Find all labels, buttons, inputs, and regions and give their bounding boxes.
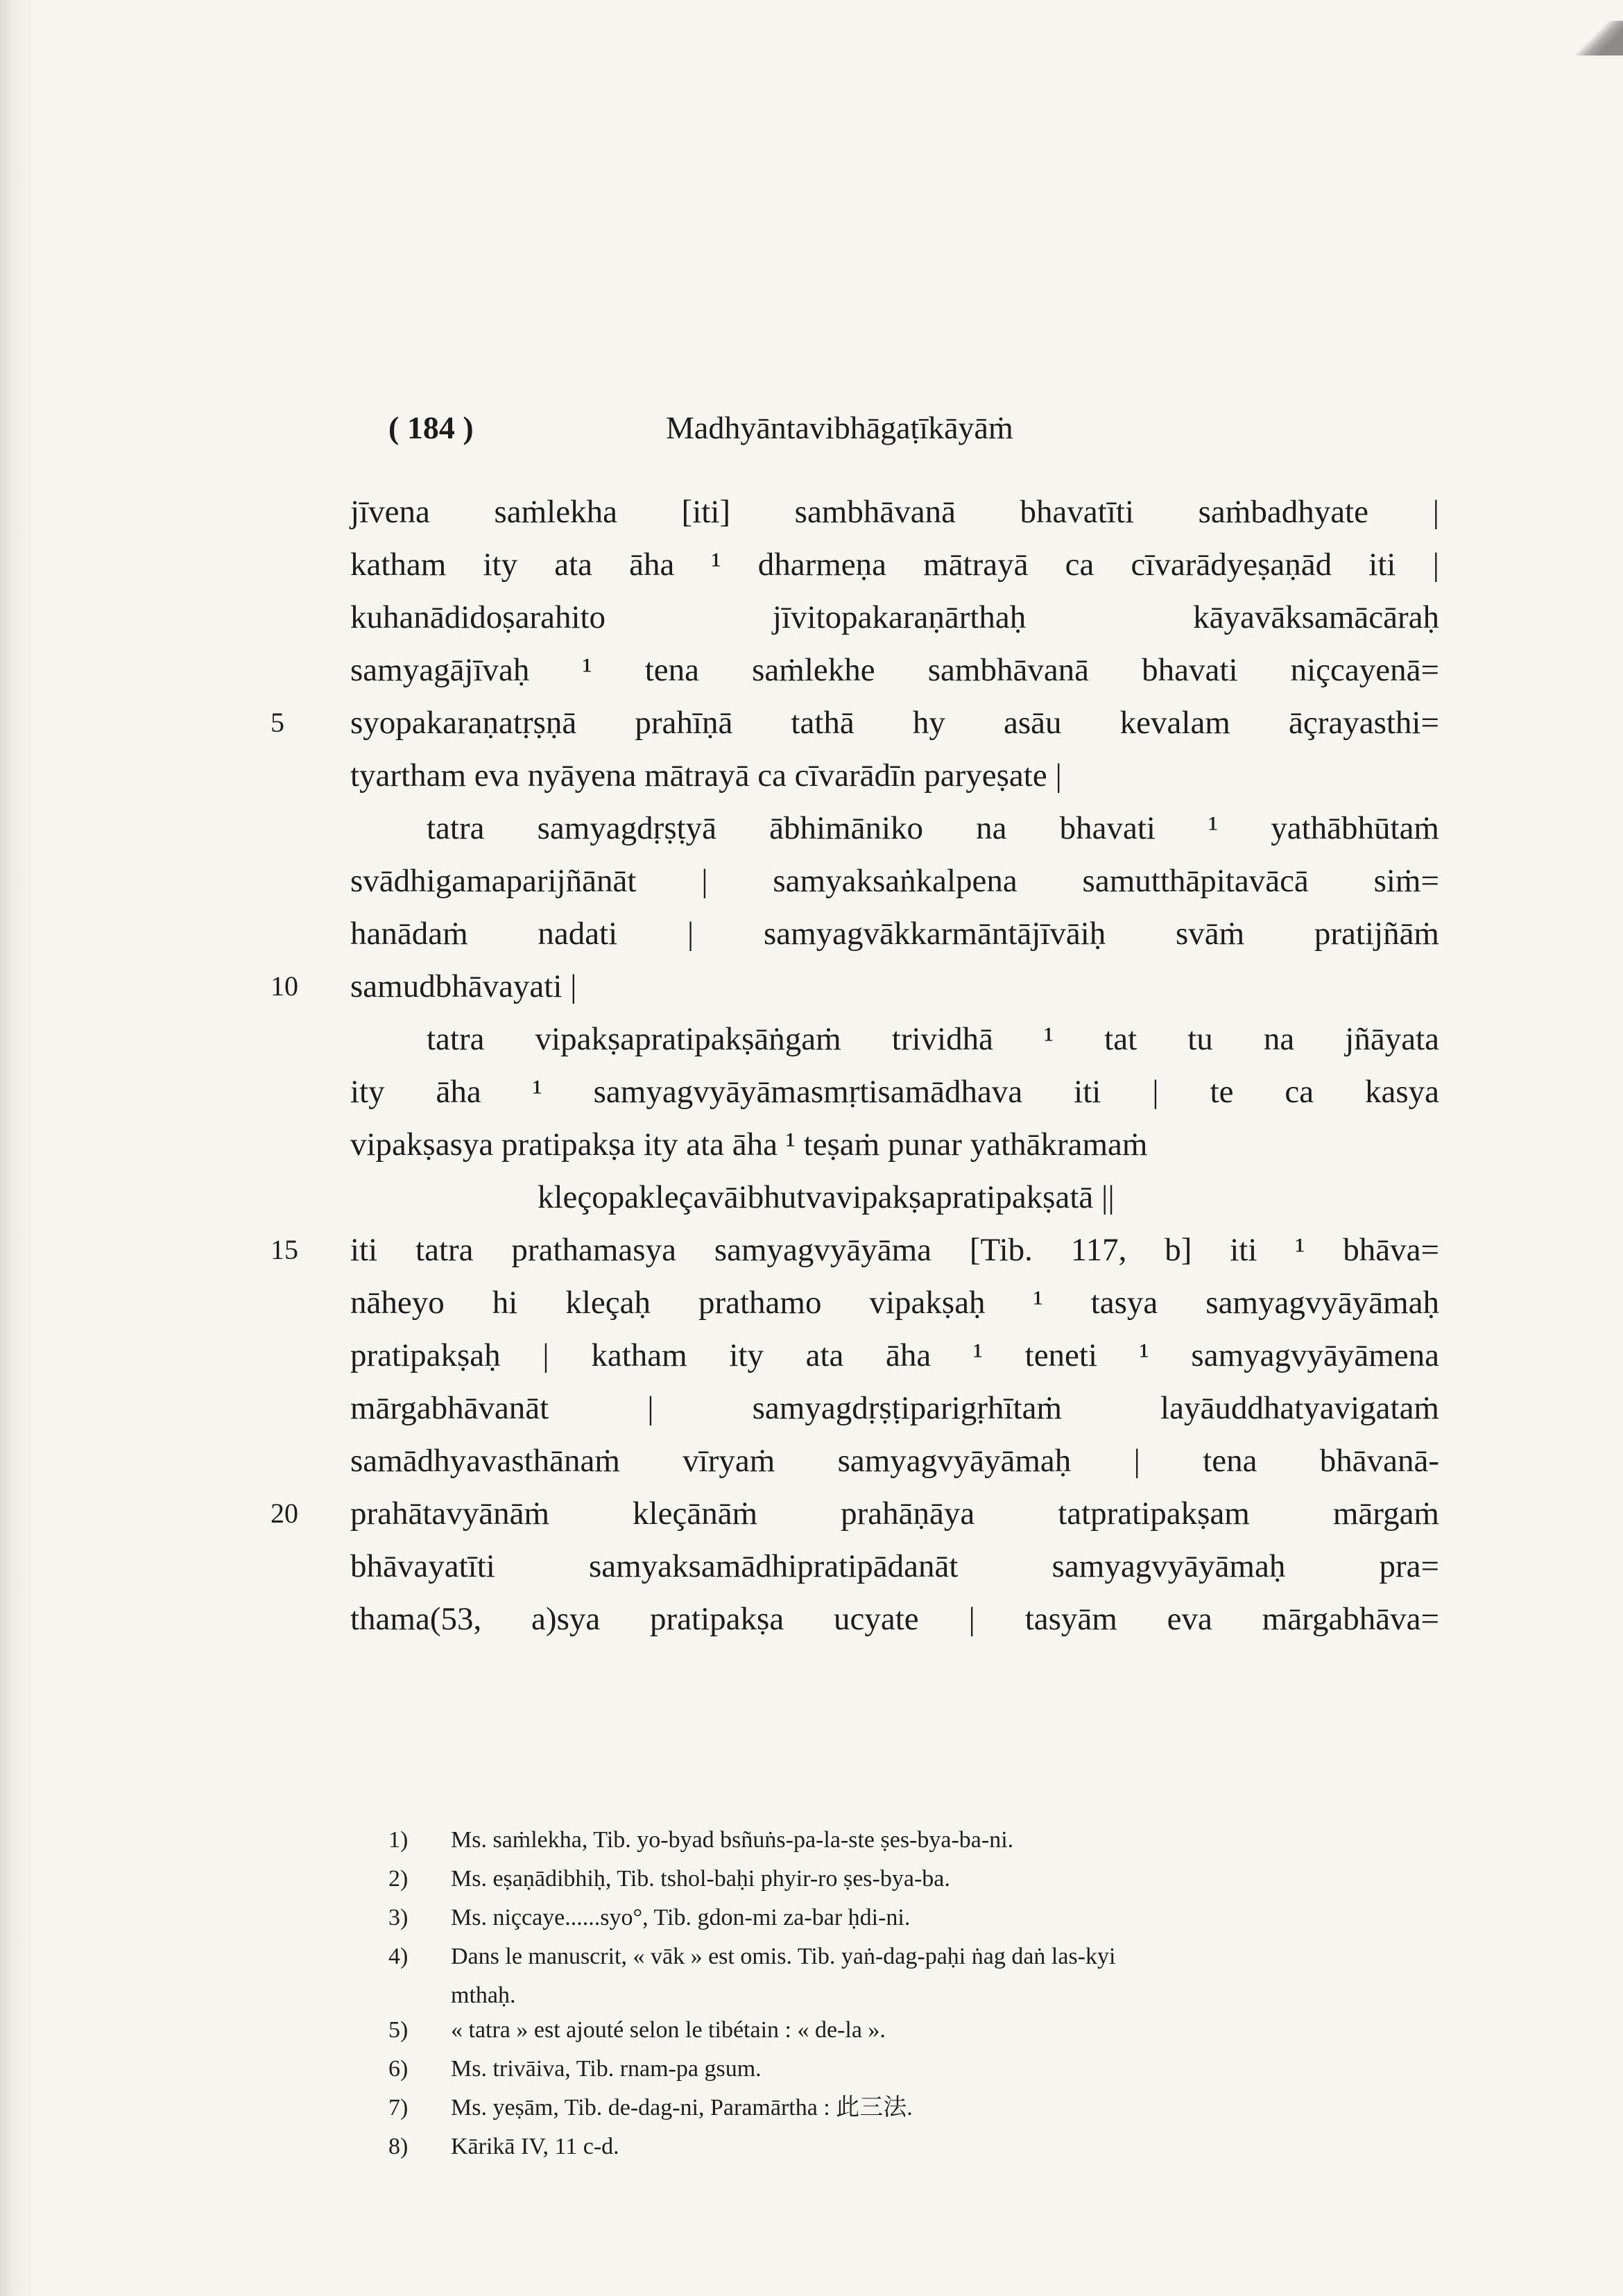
line-text: bhāvayatīti samyaksamādhipratipādanāt samyagvyāyāmaḥ pra= [350, 1548, 1439, 1584]
line-text: jīvena saṁlekha [iti] sambhāvanā bhavatīti saṁbadhyate | [350, 494, 1439, 530]
line-text: tatra vipakṣapratipakṣāṅgaṁ trividhā ¹ tat tu na jñāyata [427, 1021, 1439, 1057]
text-line [350, 1540, 1439, 1593]
line-text: samyagājīvaḥ ¹ tena saṁlekhe sambhāvanā bhavati niçcayenā= [350, 652, 1439, 688]
footnote-number: 7) [388, 2095, 409, 2121]
footnote-text: Dans le manuscrit, « vāk » est omis. Tib. yaṅ-dag-paḥi ṅag daṅ las-kyi [451, 1944, 1116, 1969]
footnote-number: 5) [388, 2017, 409, 2043]
text-line [270, 696, 1439, 749]
footnote-text: mthaḥ. [451, 1982, 516, 2008]
line-text: nāheyo hi kleçaḥ prathamo vipakṣaḥ ¹ tasya samyagvyāyāmaḥ [350, 1285, 1439, 1321]
line-text: thama(53, a)sya pratipakṣa ucyate | tasyām eva mārgabhāva= [350, 1601, 1439, 1637]
scan-edge-shadow [0, 0, 33, 2296]
footnote-number: 8) [388, 2134, 409, 2159]
text-line [350, 644, 1439, 696]
line-text: iti tatra prathamasya samyagvyāyāma [Tib. 117, b] iti ¹ bhāva= [350, 1232, 1439, 1268]
footnote [388, 1821, 1429, 1860]
text-line [350, 907, 1439, 960]
text-line [350, 1329, 1439, 1382]
text-line [350, 486, 1439, 538]
text-line [350, 1276, 1439, 1329]
text-line [350, 591, 1439, 644]
footnote [388, 2011, 1429, 2050]
text-line [350, 802, 1439, 855]
text-line [350, 749, 1439, 802]
footnote-number: 6) [388, 2056, 409, 2082]
footnote-text: Kārikā IV, 11 c-d. [451, 2134, 619, 2159]
line-number: 15 [270, 1234, 298, 1265]
line-text: ity āha ¹ samyagvyāyāmasmṛtisamādhava iti | te ca kasya [350, 1074, 1439, 1110]
text-line [350, 538, 1439, 591]
page-number: ( 184 ) [388, 410, 474, 445]
text-line [350, 1434, 1439, 1487]
running-header [388, 409, 1470, 458]
text-line [350, 1593, 1439, 1645]
footnotes [388, 1821, 1429, 2166]
footnote-text: Ms. eṣaṇādibhiḥ, Tib. tshol-baḥi phyir-ro ṣes-bya-ba. [451, 1866, 950, 1892]
line-text: mārgabhāvanāt | samyagdṛṣṭiparigṛhītaṁ layāuddhatyavigataṁ [350, 1390, 1439, 1426]
footnote-text: Ms. niçcaye......syo°, Tib. gdon-mi za-bar ḥdi-ni. [451, 1905, 911, 1930]
line-text: kuhanādidoṣarahito jīvitopakaraṇārthaḥ kāyavāksamācāraḥ [350, 599, 1439, 635]
main-text [270, 486, 1439, 1645]
footnote-number: 1) [388, 1827, 409, 1853]
line-text: tyartham eva nyāyena mātrayā ca cīvarādīn paryeṣate | [350, 757, 1062, 794]
text-line [270, 1224, 1439, 1276]
text-line [270, 960, 1439, 1013]
line-text: svādhigamaparijñānāt | samyaksaṅkalpena samutthāpitavācā siṁ= [350, 863, 1439, 899]
line-text: vipakṣasya pratipakṣa ity ata āha ¹ teṣaṁ punar yathākramaṁ [350, 1126, 1148, 1163]
running-title: Madhyāntavibhāgaṭīkāyāṁ [666, 410, 1013, 445]
line-text: samādhyavasthānaṁ vīryaṁ samyagvyāyāmaḥ | tena bhāvanā- [350, 1443, 1439, 1479]
footnote [388, 1937, 1429, 1976]
footnote [388, 1899, 1429, 1937]
footnote-text: « tatra » est ajouté selon le tibétain : « de-la ». [451, 2017, 886, 2043]
line-text: hanādaṁ nadati | samyagvākkarmāntājīvāiḥ svāṁ pratijñāṁ [350, 916, 1439, 952]
line-number: 20 [270, 1498, 298, 1529]
line-text: prahātavyānāṁ kleçānāṁ prahāṇāya tatpratipakṣam mārgaṁ [350, 1496, 1439, 1532]
line-text: syopakaraṇatṛṣṇā prahīṇā tathā hy asāu kevalam āçrayasthi= [350, 705, 1439, 741]
line-text: katham ity ata āha ¹ dharmeṇa mātrayā ca cīvarādyeṣaṇād iti | [350, 547, 1439, 583]
line-text: samudbhāvayati | [350, 968, 577, 1004]
line-number: 5 [270, 707, 284, 738]
footnote [388, 2127, 1429, 2166]
line-text: pratipakṣaḥ | katham ity ata āha ¹ teneti ¹ samyagvyāyāmena [350, 1337, 1439, 1373]
text-line [350, 1382, 1439, 1434]
footnote [388, 2050, 1429, 2089]
text-line [270, 1487, 1439, 1540]
footnote [388, 1976, 1429, 2011]
line-text: kleçopakleçavāibhutvavipakṣapratipakṣatā || [538, 1179, 1115, 1215]
line-number: 10 [270, 970, 298, 1002]
footnote-text: Ms. saṁlekha, Tib. yo-byad bsñuṅs-pa-la-ste ṣes-bya-ba-ni. [451, 1827, 1014, 1853]
text-line [350, 1171, 1439, 1224]
scan-corner-mark [1574, 21, 1623, 55]
text-line [350, 1065, 1439, 1118]
footnote-number: 2) [388, 1866, 409, 1892]
footnote-text: Ms. trivāiva, Tib. rnam-pa gsum. [451, 2056, 762, 2082]
footnote-number: 4) [388, 1944, 409, 1969]
line-text: tatra samyagdṛṣṭyā ābhimāniko na bhavati ¹ yathābhūtaṁ [427, 810, 1439, 846]
text-line [350, 1013, 1439, 1065]
footnote-text: Ms. yeṣām, Tib. de-dag-ni, Paramārtha : 此三法. [451, 2095, 913, 2121]
footnote [388, 2089, 1429, 2127]
footnote [388, 1860, 1429, 1899]
text-line [350, 855, 1439, 907]
text-line [350, 1118, 1439, 1171]
footnote-number: 3) [388, 1905, 409, 1930]
